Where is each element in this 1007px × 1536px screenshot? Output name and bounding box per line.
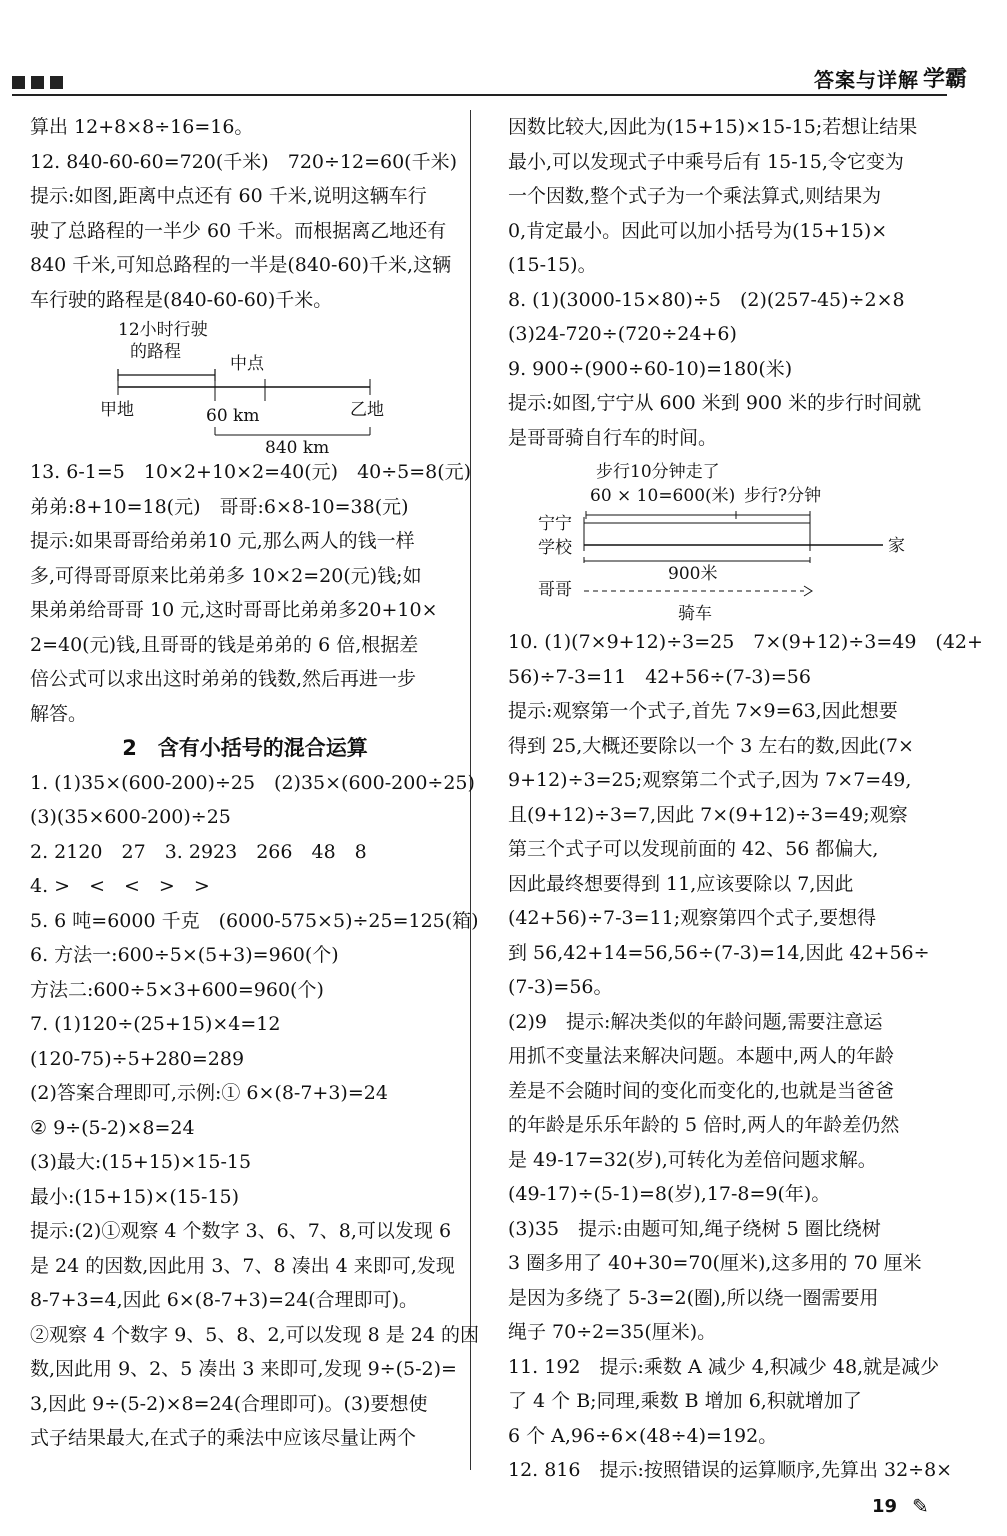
hint-line: 绳子 70÷2=35(厘米)。 xyxy=(508,1321,717,1343)
text-line: 6 个 A,96÷6×(48÷4)=192。 xyxy=(508,1424,778,1447)
answer-9: 9. 900÷(900÷60-10)=180(米) xyxy=(508,357,793,380)
header-squares xyxy=(12,76,63,89)
diagram-label: 步行10分钟走了 xyxy=(596,462,720,482)
hint-line: 2=40(元)钱,且哥哥的钱是弟弟的 6 倍,根据差 xyxy=(30,633,419,656)
hint-line: 840 千米,可知总路程的一半是(840-60)千米,这辆 xyxy=(30,254,452,276)
hint-line: 多,可得哥哥原来比弟弟多 10×2=20(元)钱;如 xyxy=(30,564,422,587)
diagram-label: 学校 xyxy=(538,538,572,558)
hint-line: 果弟弟给哥哥 10 元,这时哥哥比弟弟多20+10× xyxy=(30,599,438,621)
text-line: 弟弟:8+10=18(元) 哥哥:6×8-10=38(元) xyxy=(30,495,409,518)
hint-line: 提示:如果哥哥给弟弟10 元,那么两人的钱一样 xyxy=(30,530,415,552)
hint-line: 车行驶的路程是(840-60-60)千米。 xyxy=(30,288,333,311)
hint-line: 3,因此 9÷(5-2)×8=24(合理即可)。(3)要想使 xyxy=(30,1392,428,1415)
text-line: 了 4 个 B;同理,乘数 B 增加 6,积就增加了 xyxy=(508,1390,862,1412)
hint-line: 提示:如图,距离中点还有 60 千米,说明这辆车行 xyxy=(30,185,427,207)
answer-6: 6. 方法一:600÷5×(5+3)=960(个) xyxy=(30,944,339,966)
answer-12-right: 12. 816 提示:按照错误的运算顺序,先算出 32÷8× xyxy=(508,1459,953,1481)
hint-line: 用抓不变量法来解决问题。本题中,两人的年龄 xyxy=(508,1045,895,1067)
hint-line: 的年龄是乐乐年龄的 5 倍时,两人的年龄差仍然 xyxy=(508,1114,900,1136)
text-line: (15-15)。 xyxy=(508,254,597,276)
diagram-label: 900米 xyxy=(668,564,718,584)
hint-line: 是 49-17=32(岁),可转化为差倍问题求解。 xyxy=(508,1148,877,1171)
hint-line: 数,因此用 9、2、5 凑出 3 来即可,发现 9÷(5-2)= xyxy=(30,1358,457,1380)
hint-line: (3)35 提示:由题可知,绳子绕树 5 圈比绕树 xyxy=(508,1217,881,1240)
distance-diagram xyxy=(30,317,460,455)
diagram-label: 840 km xyxy=(265,438,330,455)
pencil-icon: ✎ xyxy=(912,1494,929,1518)
diagram-label: 12小时行驶 xyxy=(118,320,208,340)
diagram-label: 60 km xyxy=(206,406,260,426)
hint-line: 因此最终想要得到 11,应该要除以 7,因此 xyxy=(508,872,854,895)
hint-line: (7-3)=56。 xyxy=(508,976,613,998)
text-line: (3)最大:(15+15)×15-15 xyxy=(30,1151,252,1173)
diagram-label: 中点 xyxy=(230,354,264,374)
section-heading: 2 含有小括号的混合运算 xyxy=(122,736,368,760)
diagram-label: 60 × 10=600(米) xyxy=(590,486,736,506)
header-brand-logo: 学霸 xyxy=(922,67,967,92)
hint-line: 是因为多绕了 5-3=2(圈),所以绕一圈需要用 xyxy=(508,1286,879,1309)
hint-line: (2)9 提示:解决类似的年龄问题,需要注意运 xyxy=(508,1010,883,1033)
text-line: ② 9÷(5-2)×8=24 xyxy=(30,1116,195,1139)
answer-12: 12. 840-60-60=720(千米) 720÷12=60(千米) xyxy=(30,150,458,173)
diagram-label: 甲地 xyxy=(100,400,134,420)
header-title: 答案与详解 xyxy=(814,68,919,92)
hint-line: ②观察 4 个数字 9、5、8、2,可以发现 8 是 24 的因 xyxy=(30,1323,480,1346)
hint-line: 且(9+12)÷3=7,因此 7×(9+12)÷3=49;观察 xyxy=(508,803,908,826)
hint-line: 第三个式子可以发现前面的 42、56 都偏大, xyxy=(508,838,879,860)
walking-diagram xyxy=(508,455,948,625)
answer-5: 5. 6 吨=6000 千克 (6000-575×5)÷25=125(箱) xyxy=(30,909,479,932)
hint-line: (42+56)÷7-3=11;观察第四个式子,要想得 xyxy=(508,907,877,929)
hint-line: (49-17)÷(5-1)=8(岁),17-8=9(年)。 xyxy=(508,1183,831,1205)
hint-line: 是哥哥骑自行车的时间。 xyxy=(508,426,718,449)
text-line: (3)(35×600-200)÷25 xyxy=(30,806,231,828)
diagram-label: 的路程 xyxy=(130,342,181,362)
diagram-label: 乙地 xyxy=(350,400,384,420)
text-line: (2)答案合理即可,示例:① 6×(8-7+3)=24 xyxy=(30,1082,388,1104)
hint-line: 提示:如图,宁宁从 600 米到 900 米的步行时间就 xyxy=(508,392,922,414)
hint-line: 得到 25,大概还要除以一个 3 左右的数,因此(7× xyxy=(508,734,914,757)
text-line: 56)÷7-3=11 42+56÷(7-3)=56 xyxy=(508,665,811,688)
answer-7: 7. (1)120÷(25+15)×4=12 xyxy=(30,1013,281,1035)
page-number: 19 xyxy=(872,1496,898,1517)
hint-line: 9+12)÷3=25;观察第二个式子,因为 7×7=49, xyxy=(508,769,912,791)
hint-line: 提示:(2)①观察 4 个数字 3、6、7、8,可以发现 6 xyxy=(30,1220,452,1242)
hint-line: 8-7+3=4,因此 6×(8-7+3)=24(合理即可)。 xyxy=(30,1289,419,1311)
header-rule xyxy=(12,94,947,96)
hint-line: 3 圈多用了 40+30=70(厘米),这多用的 70 厘米 xyxy=(508,1252,922,1274)
hint-line: 解答。 xyxy=(30,702,88,725)
diagram-label: 步行?分钟 xyxy=(744,486,822,506)
text-line: 一个因数,整个式子为一个乘法算式,则结果为 xyxy=(508,185,882,207)
hint-line: 式子结果最大,在式子的乘法中应该尽量让两个 xyxy=(30,1427,417,1449)
hint-line: 是 24 的因数,因此用 3、7、8 凑出 4 来即可,发现 xyxy=(30,1254,455,1277)
text-line: 算出 12+8×8÷16=16。 xyxy=(30,116,254,138)
text-line: 最小,可以发现式子中乘号后有 15-15,令它变为 xyxy=(508,150,904,173)
text-line: 方法二:600÷5×3+600=960(个) xyxy=(30,978,324,1001)
answer-2-3: 2. 2120 27 3. 2923 266 48 8 xyxy=(30,840,367,863)
right-column xyxy=(508,110,983,1488)
answer-11: 11. 192 提示:乘数 A 减少 4,积减少 48,就是减少 xyxy=(508,1355,940,1378)
hint-line: 差是不会随时间的变化而变化的,也就是当爸爸 xyxy=(508,1079,895,1102)
diagram-label: 家 xyxy=(888,536,905,556)
text-line: 0,肯定最小。因此可以加小括号为(15+15)× xyxy=(508,219,888,242)
answer-10: 10. (1)(7×9+12)÷3=25 7×(9+12)÷3=49 (42+ xyxy=(508,631,983,653)
answer-13: 13. 6-1=5 10×2+10×2=40(元) 40÷5=8(元) xyxy=(30,461,472,483)
diagram-label: 宁宁 xyxy=(538,514,572,534)
hint-line: 到 56,42+14=56,56÷(7-3)=14,因此 42+56÷ xyxy=(508,941,930,964)
hint-line: 倍公式可以求出这时弟弟的钱数,然后再进一步 xyxy=(30,668,417,690)
text-line: (120-75)÷5+280=289 xyxy=(30,1047,245,1070)
text-line: (3)24-720÷(720÷24+6) xyxy=(508,323,737,345)
text-line: 最小:(15+15)×(15-15) xyxy=(30,1185,240,1208)
answer-1: 1. (1)35×(600-200)÷25 (2)35×(600-200÷25) xyxy=(30,771,475,794)
text-line: 因数比较大,因此为(15+15)×15-15;若想让结果 xyxy=(508,116,918,138)
hint-line: 驶了总路程的一半少 60 千米。而根据离乙地还有 xyxy=(30,219,447,242)
answer-8: 8. (1)(3000-15×80)÷5 (2)(257-45)÷2×8 xyxy=(508,288,905,311)
hint-line: 提示:观察第一个式子,首先 7×9=63,因此想要 xyxy=(508,700,898,722)
diagram-label: 哥哥 xyxy=(538,580,572,600)
left-column xyxy=(30,110,480,1456)
answer-4: 4. > < < > > xyxy=(30,875,210,897)
diagram-label: 骑车 xyxy=(678,604,712,624)
